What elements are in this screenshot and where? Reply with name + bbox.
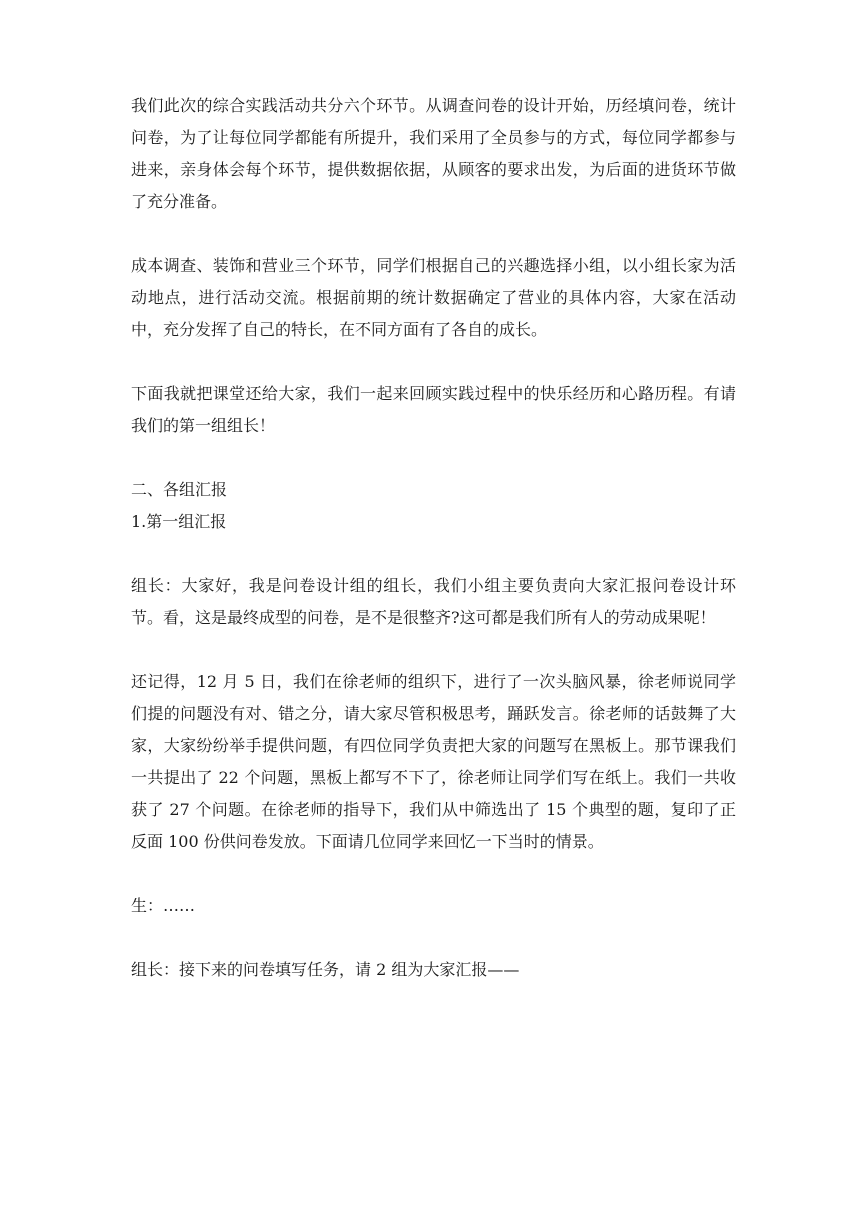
subsection-heading: 1.第一组汇报 — [131, 512, 227, 531]
brainstorm-paragraph: 还记得，12 月 5 日，我们在徐老师的组织下，进行了一次头脑风暴，徐老师说同学们提的问题没有对、错之分，请大家尽管积极思考，踊跃发言。徐老师的话鼓舞了大家，大家纷纷举手提供问题，有四位同学负责把大家的问题写在黑板上。那节课我们一共提出了 22 个问题，黑板上都写不下了，徐老师让同学们写在纸上。我们一共收获了 27 个问题。在徐老师的指导下，我们从中筛选出了 15 个典型的题，复印了正反面 100 份供问卷发放。下面请几位同学来回忆一下当时的情景。 — [131, 672, 736, 851]
student-response-paragraph: 生：…… — [131, 896, 196, 915]
handover-paragraph: 下面我就把课堂还给大家，我们一起来回顾实践过程中的快乐经历和心路历程。有请我们的第一组组长！ — [131, 384, 736, 435]
cost-survey-paragraph: 成本调查、装饰和营业三个环节，同学们根据自己的兴趣选择小组，以小组长家为活动地点，进行活动交流。根据前期的统计数据确定了营业的具体内容，大家在活动中，充分发挥了自己的特长，在不同方面有了各自的成长。 — [131, 256, 736, 339]
section-heading: 二、各组汇报 — [131, 480, 228, 499]
intro-paragraph: 我们此次的综合实践活动共分六个环节。从调查问卷的设计开始，历经填问卷，统计问卷，为了让每位同学都能有所提升，我们采用了全员参与的方式，每位同学都参与进来，亲身体会每个环节，提供数据依据，从顾客的要求出发，为后面的进货环节做了充分准备。 — [131, 96, 736, 211]
next-group-paragraph: 组长：接下来的问卷填写任务，请 2 组为大家汇报—— — [131, 960, 520, 979]
document-page — [131, 90, 736, 1018]
section-heading-block — [131, 474, 736, 538]
group-leader-intro-paragraph: 组长：大家好，我是问卷设计组的组长，我们小组主要负责向大家汇报问卷设计环节。看，这是最终成型的问卷，是不是很整齐?这可都是我们所有人的劳动成果呢！ — [131, 576, 736, 627]
